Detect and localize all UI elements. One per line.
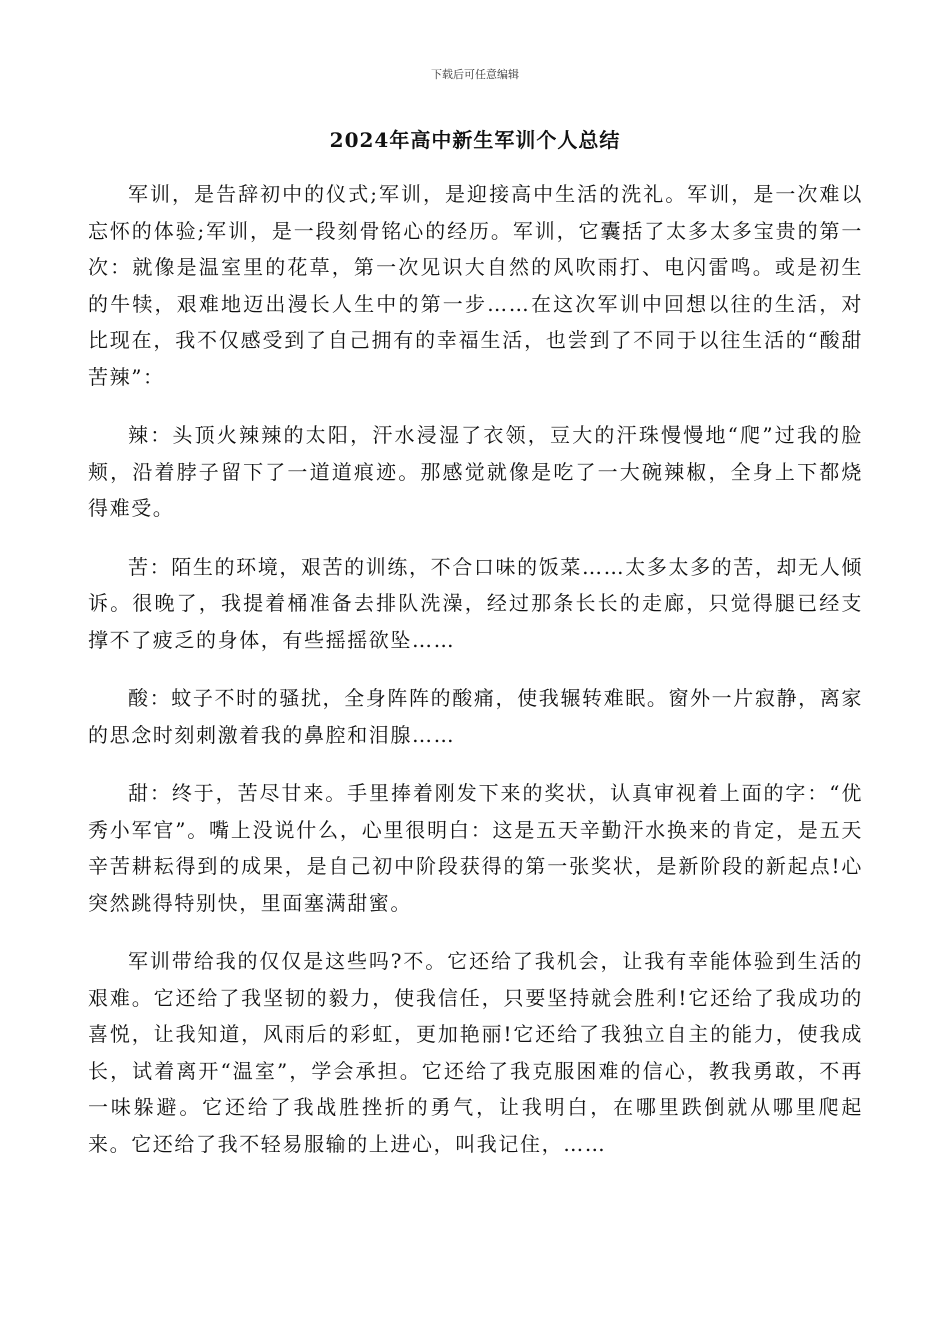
paragraph-sour: 酸：蚊子不时的骚扰，全身阵阵的酸痛，使我辗转难眠。窗外一片寂静，离家的思念时刻刺激着我的鼻腔和泪腺…… <box>88 686 863 747</box>
paragraph-intro: 军训，是告辞初中的仪式;军训，是迎接高中生活的洗礼。军训，是一次难以忘怀的体验;军训，是一段刻骨铭心的经历。军训，它囊括了太多太多宝贵的第一次：就像是温室里的花草，第一次见识大自然的风吹雨打、电闪雷鸣。或是初生的牛犊，艰难地迈出漫长人生中的第一步……在这次军训中回想以往的生活，对比现在，我不仅感受到了自己拥有的幸福生活，也尝到了不同于以往生活的“酸甜苦辣”： <box>88 182 863 389</box>
paragraph-spicy: 辣：头顶火辣辣的太阳，汗水浸湿了衣领，豆大的汗珠慢慢地“爬”过我的脸颊，沿着脖子留下了一道道痕迹。那感觉就像是吃了一大碗辣椒，全身上下都烧得难受。 <box>88 423 863 520</box>
paragraph-bitter: 苦：陌生的环境，艰苦的训练，不合口味的饭菜……太多太多的苦，却无人倾诉。很晚了，我提着桶准备去排队洗澡，经过那条长长的走廊，只觉得腿已经支撑不了疲乏的身体，有些摇摇欲坠…… <box>88 554 863 652</box>
page-title: 2024年高中新生军训个人总结 <box>329 128 621 152</box>
header-note: 下载后可任意编辑 <box>431 68 519 81</box>
paragraph-sweet: 甜：终于，苦尽甘来。手里捧着刚发下来的奖状，认真审视着上面的字：“优秀小军官”。嘴上没说什么，心里很明白：这是五天辛勤汗水换来的肯定，是五天辛苦耕耘得到的成果，是自己初中阶段获得的第一张奖状，是新阶段的新起点!心突然跳得特别快，里面塞满甜蜜。 <box>88 781 863 915</box>
document-body <box>88 176 863 1184</box>
paragraph-conclusion: 军训带给我的仅仅是这些吗?不。它还给了我机会，让我有幸能体验到生活的艰难。它还给了我坚韧的毅力，使我信任，只要坚持就会胜利!它还给了我成功的喜悦，让我知道，风雨后的彩虹，更加艳丽!它还给了我独立自主的能力，使我成长，试着离开“温室”，学会承担。它还给了我克服困难的信心，教我勇敢，不再一味躲避。它还给了我战胜挫折的勇气，让我明白，在哪里跌倒就从哪里爬起来。它还给了我不轻易服输的上进心，叫我记住，…… <box>88 949 863 1156</box>
